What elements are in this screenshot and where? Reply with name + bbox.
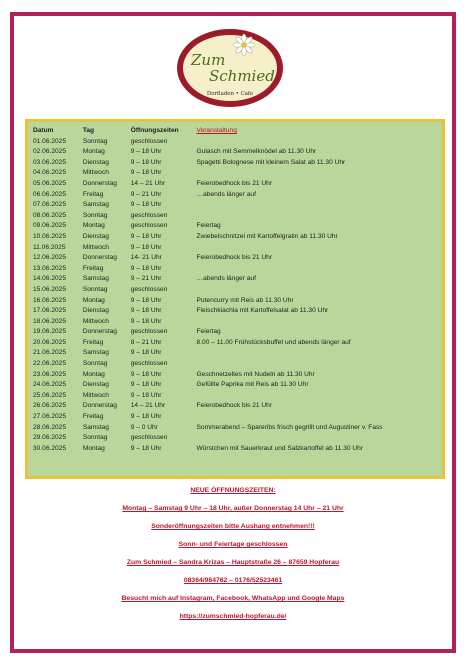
table-row <box>33 444 442 455</box>
cell-day: Sonntag <box>82 434 108 442</box>
table-row <box>33 370 442 381</box>
table-row <box>33 338 442 349</box>
table-row <box>33 221 442 232</box>
cell-date: 11.06.2025 <box>33 243 66 251</box>
cell-event: Spagetti Bolognese mit kleinem Salat ab 11.30 Uhr <box>196 158 346 166</box>
cell-event <box>197 412 442 423</box>
cell-date: 18.06.2025 <box>33 317 67 325</box>
cell-hours: geschlossen <box>130 285 168 293</box>
table-row <box>33 433 442 444</box>
cell-hours: 9 – 18 Uhr <box>130 381 162 389</box>
header-hours: Öffnungszeiten <box>130 127 179 134</box>
cell-event: …abends länger auf <box>196 275 256 283</box>
table-row <box>33 168 442 179</box>
cell-hours: 9 – 18 Uhr <box>130 296 162 304</box>
cell-hours: geschlossen <box>130 360 168 368</box>
cell-event: Zwiebelschnitzel mit Kartoffelgratin ab 11.30 Uhr <box>196 232 338 240</box>
schedule-table <box>33 126 442 454</box>
table-row <box>33 412 442 423</box>
cell-event <box>197 243 442 254</box>
cell-hours: 8 – 21 Uhr <box>130 338 162 346</box>
cell-day: Montag <box>82 296 105 304</box>
cell-day: Samstag <box>82 349 109 357</box>
cell-date: 12.06.2025 <box>33 254 67 262</box>
new-hours-heading: NEUE ÖFFNUNGSZEITEN: <box>190 487 276 494</box>
table-row <box>33 200 442 211</box>
table-row <box>33 264 442 275</box>
table-row <box>33 359 442 370</box>
table-row <box>33 253 442 264</box>
cell-day: Sonntag <box>82 137 108 145</box>
cell-event <box>197 359 442 370</box>
cell-day: Montag <box>82 370 105 378</box>
cell-date: 27.06.2025 <box>33 413 67 421</box>
table-row <box>33 190 442 201</box>
cell-day: Dienstag <box>82 158 109 166</box>
website-link[interactable]: https://zumschmied-hopferau.de/ <box>179 613 287 620</box>
cell-day: Montag <box>82 148 105 156</box>
cell-hours: geschlossen <box>130 137 168 145</box>
cell-day: Mittwoch <box>82 391 109 399</box>
table-row <box>33 401 442 412</box>
cell-hours: 9 – 18 Uhr <box>130 349 162 357</box>
holiday-closed-note: Sonn- und Feiertage geschlossen <box>178 541 288 548</box>
cell-date: 16.06.2025 <box>33 296 67 304</box>
phone-text: 08364/984762 – 0176/52523461 <box>183 577 283 584</box>
table-row <box>33 211 442 222</box>
cell-hours: 9 – 0 Uhr <box>130 423 158 431</box>
cell-hours: 9 – 18 Uhr <box>130 243 162 251</box>
cell-hours: geschlossen <box>130 222 168 230</box>
cell-day: Sonntag <box>82 360 108 368</box>
logo-line2: Schmied <box>209 67 275 85</box>
cell-date: 17.06.2025 <box>33 307 67 315</box>
cell-event: Geschnetzeltes mit Nudeln ab 11.30 Uhr <box>196 370 315 378</box>
cell-event: Feierobedhock bis 21 Uhr <box>196 179 273 187</box>
cell-event: Würstchen mit Sauerkraut und Salzkartoffel ab 11.30 Uhr <box>196 444 364 452</box>
table-row <box>33 327 442 338</box>
edelweiss-flower-icon <box>233 34 255 56</box>
cell-event <box>197 391 442 402</box>
cell-day: Dienstag <box>82 381 109 389</box>
cell-hours: 9 – 18 Uhr <box>130 148 162 156</box>
cell-day: Mittwoch <box>82 169 109 177</box>
cell-hours: 9 – 18 Uhr <box>130 444 162 452</box>
cell-event <box>197 348 442 359</box>
schedule-table-panel <box>25 119 445 479</box>
cell-event: Putencurry mit Reis ab 11.30 Uhr <box>196 296 294 304</box>
cell-date: 08.06.2025 <box>33 211 67 219</box>
table-row <box>33 158 442 169</box>
cell-date: 15.06.2025 <box>33 285 67 293</box>
cell-date: 26.06.2025 <box>33 402 67 410</box>
cell-hours: 9 – 18 Uhr <box>130 169 162 177</box>
cell-date: 24.06.2025 <box>33 381 67 389</box>
cell-event: Feierobedhock bis 21 Uhr <box>196 402 273 410</box>
cell-event: Feierobedhock bis 21 Uhr <box>196 254 273 262</box>
logo-subtitle: Dorfladen • Cafe <box>206 91 254 97</box>
cell-event <box>197 433 442 444</box>
cell-date: 10.06.2025 <box>33 232 67 240</box>
cell-event: Feiertag <box>196 222 221 230</box>
cell-date: 23.06.2025 <box>33 370 67 378</box>
cell-event <box>197 264 442 275</box>
cell-date: 30.06.2025 <box>33 444 67 452</box>
cell-date: 05.06.2025 <box>33 179 67 187</box>
cell-date: 19.06.2025 <box>33 328 67 336</box>
address-text: Zum Schmied – Sandra Krizas – Hauptstraße 26 – 87659 Hopferau <box>126 559 340 566</box>
cell-hours: 9 – 18 Uhr <box>130 232 162 240</box>
cell-event <box>197 211 442 222</box>
cell-day: Dienstag <box>82 232 109 240</box>
cell-hours: 9 – 18 Uhr <box>130 307 162 315</box>
logo-line1: Zum <box>191 51 226 69</box>
table-row <box>33 296 442 307</box>
cell-date: 20.06.2025 <box>33 338 67 346</box>
cell-hours: geschlossen <box>130 211 168 219</box>
cell-event: Feiertag <box>196 328 221 336</box>
table-row <box>33 243 442 254</box>
cell-date: 13.06.2025 <box>33 264 67 272</box>
table-row <box>33 317 442 328</box>
cell-day: Montag <box>82 444 105 452</box>
cell-day: Montag <box>82 222 105 230</box>
cell-day: Donnerstag <box>82 402 117 410</box>
social-media-text: Besucht mich auf Instagram, Facebook, WhatsApp und Google Maps <box>121 595 345 602</box>
cell-day: Dienstag <box>82 307 109 315</box>
cell-event <box>197 285 442 296</box>
table-row <box>33 285 442 296</box>
cell-day: Mittwoch <box>82 243 109 251</box>
cell-date: 07.06.2025 <box>33 201 67 209</box>
cell-date: 06.06.2025 <box>33 190 67 198</box>
cell-date: 25.06.2025 <box>33 391 67 399</box>
regular-hours-text: Montag – Samstag 9 Uhr – 18 Uhr, außer Donnerstag 14 Uhr – 21 Uhr <box>122 505 344 512</box>
cell-event: Gefüllte Paprika mit Reis ab 11.30 Uhr <box>196 381 309 389</box>
table-row <box>33 147 442 158</box>
cell-date: 02.06.2025 <box>33 148 67 156</box>
cell-day: Mittwoch <box>82 317 109 325</box>
cell-event: Gulasch mit Semmelknödel ab 11.30 Uhr <box>196 148 317 156</box>
table-row <box>33 306 442 317</box>
cell-date: 09.06.2025 <box>33 222 67 230</box>
table-row <box>33 274 442 285</box>
cell-hours: 9 – 18 Uhr <box>130 201 162 209</box>
cell-hours: 9 – 18 Uhr <box>130 391 162 399</box>
cell-date: 03.06.2025 <box>33 158 67 166</box>
cell-day: Sonntag <box>82 285 108 293</box>
cell-hours: 9 – 18 Uhr <box>130 264 162 272</box>
cell-day: Sonntag <box>82 211 108 219</box>
table-row <box>33 232 442 243</box>
cell-day: Freitag <box>82 264 104 272</box>
logo <box>175 27 285 109</box>
cell-day: Freitag <box>82 338 104 346</box>
cell-hours: 9 – 18 Uhr <box>130 413 162 421</box>
cell-hours: 9 – 21 Uhr <box>130 190 162 198</box>
cell-day: Donnerstag <box>82 328 117 336</box>
header-date: Datum <box>33 127 54 134</box>
cell-day: Samstag <box>82 423 109 431</box>
cell-date: 29.06.2025 <box>33 434 67 442</box>
cell-hours: geschlossen <box>130 434 168 442</box>
table-row <box>33 348 442 359</box>
header-event: Veranstaltung <box>196 127 237 134</box>
cell-hours: 14- 21 Uhr <box>130 254 162 262</box>
cell-hours: 9 – 18 Uhr <box>130 158 162 166</box>
cell-event <box>197 200 442 211</box>
cell-event <box>197 317 442 328</box>
cell-hours: 14 – 21 Uhr <box>130 179 166 187</box>
special-hours-note: Sonderöffnungszeiten bitte Aushang entnehmen!!! <box>151 523 315 530</box>
cell-date: 01.06.2025 <box>33 137 67 145</box>
cell-day: Freitag <box>82 413 104 421</box>
cell-hours: geschlossen <box>130 328 168 336</box>
cell-event <box>197 137 442 148</box>
table-row <box>33 391 442 402</box>
cell-event: Sommerabend – Spareribs frisch gegrillt und Augustiner v. Fass <box>196 423 383 431</box>
cell-day: Freitag <box>82 190 104 198</box>
cell-hours: 9 – 21 Uhr <box>130 275 162 283</box>
cell-day: Donnerstag <box>82 254 117 262</box>
cell-event: …abends länger auf <box>196 190 256 198</box>
header-day: Tag <box>82 127 95 134</box>
cell-hours: 9 – 18 Uhr <box>130 317 162 325</box>
table-header-row <box>33 126 442 137</box>
cell-day: Donnerstag <box>82 179 117 187</box>
table-row <box>33 423 442 434</box>
cell-hours: 14 – 21 Uhr <box>130 402 166 410</box>
cell-event: Fleischkiachla mit Kartoffelsalat ab 11.30 Uhr <box>196 307 329 315</box>
cell-day: Samstag <box>82 275 109 283</box>
cell-date: 04.06.2025 <box>33 169 67 177</box>
cell-date: 14.06.2025 <box>33 275 67 283</box>
cell-date: 22.06.2025 <box>33 360 67 368</box>
cell-hours: 9 – 18 Uhr <box>130 370 162 378</box>
cell-event <box>197 168 442 179</box>
table-row <box>33 137 442 148</box>
cell-event: 8.00 – 11.00 Frühstücksbuffet und abends länger auf <box>196 338 351 346</box>
cell-day: Samstag <box>82 201 109 209</box>
cell-date: 21.06.2025 <box>33 349 67 357</box>
table-row <box>33 380 442 391</box>
table-row <box>33 179 442 190</box>
cell-date: 28.06.2025 <box>33 423 67 431</box>
